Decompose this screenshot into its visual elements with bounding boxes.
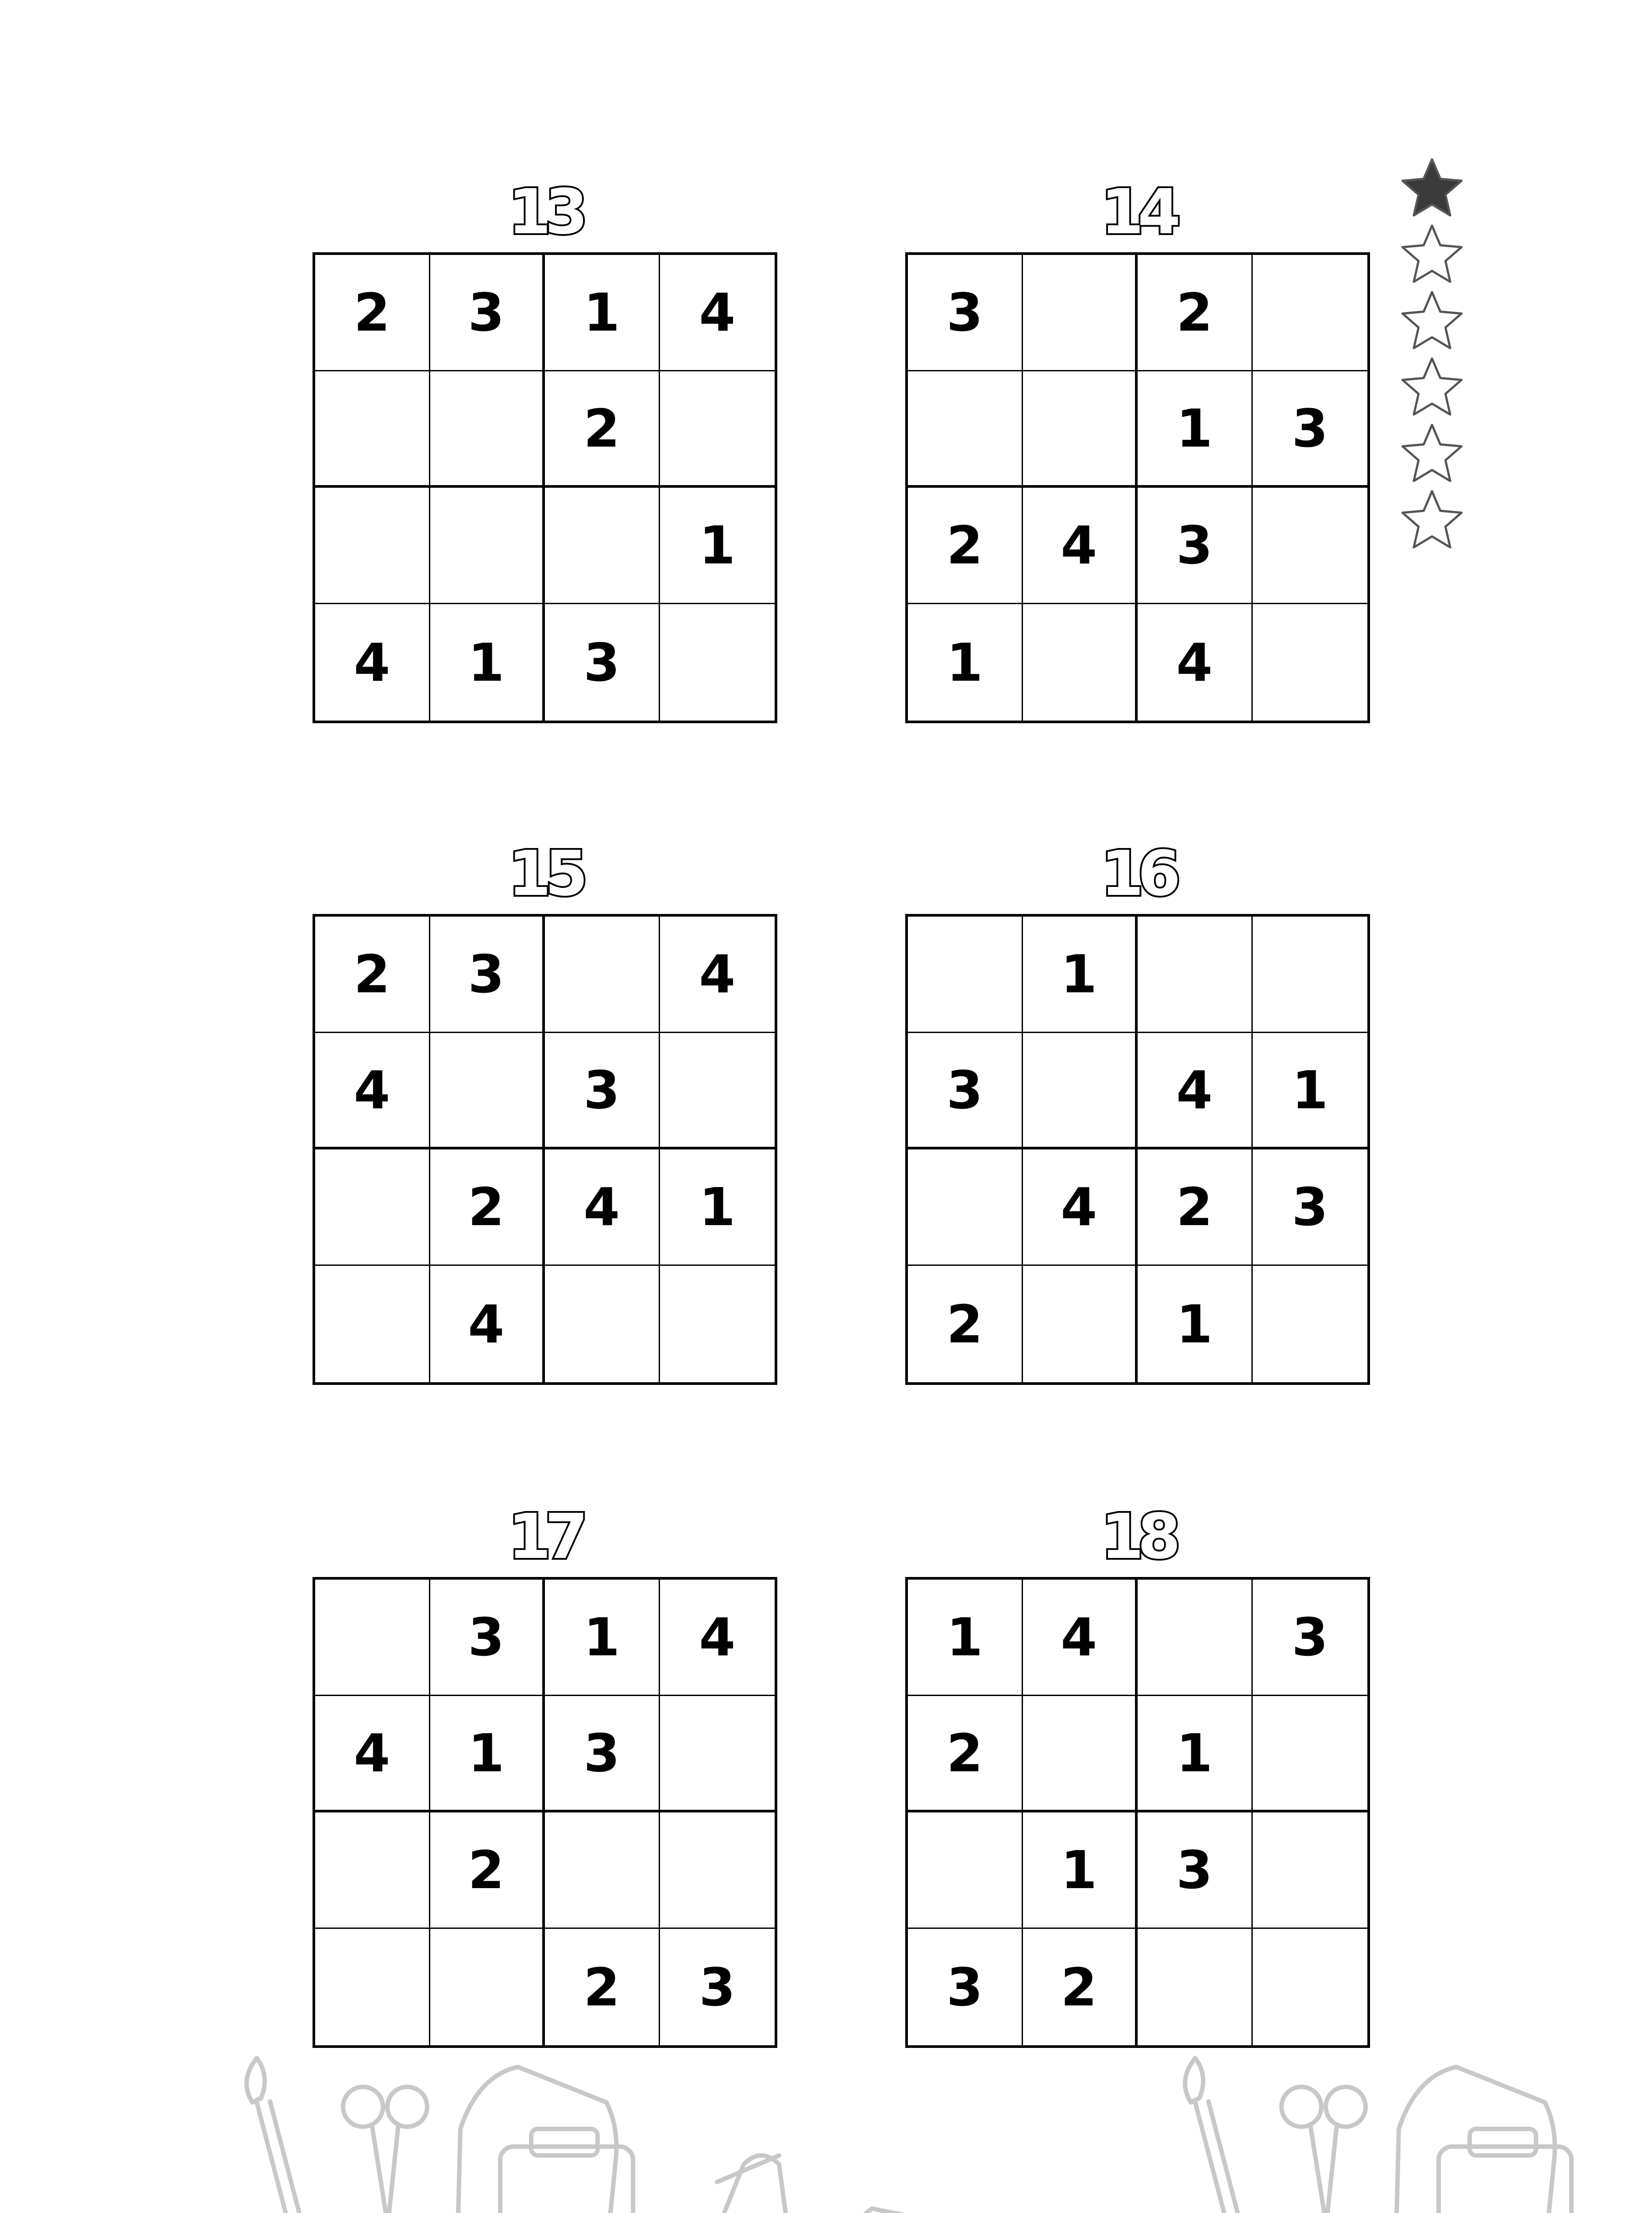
grid-cell: 2 bbox=[315, 255, 430, 371]
grid-cell: 4 bbox=[1138, 1033, 1253, 1149]
grid-cell bbox=[430, 488, 545, 604]
grid-cell: 1 bbox=[908, 604, 1023, 721]
grid-cell: 2 bbox=[1138, 255, 1253, 371]
grid-cell: 3 bbox=[908, 1929, 1023, 2045]
grid-cell: 3 bbox=[1253, 1149, 1368, 1266]
grid-cell bbox=[908, 917, 1023, 1033]
grid-cell: 2 bbox=[315, 917, 430, 1033]
grid-cell: 3 bbox=[545, 1696, 660, 1812]
grid-cell: 3 bbox=[908, 255, 1023, 371]
grid-cell bbox=[315, 1812, 430, 1929]
grid-cell bbox=[1023, 604, 1138, 721]
grid-cell: 1 bbox=[545, 1580, 660, 1696]
grid-cell bbox=[1253, 255, 1368, 371]
grid-cell: 3 bbox=[430, 1580, 545, 1696]
grid-cell: 4 bbox=[660, 917, 775, 1033]
grid-cell bbox=[1138, 917, 1253, 1033]
empty-star-icon bbox=[1402, 226, 1461, 282]
puzzle-number: 13 bbox=[508, 176, 582, 248]
grid-cell: 3 bbox=[430, 255, 545, 371]
grid-cell: 2 bbox=[1023, 1929, 1138, 2045]
sudoku-grid bbox=[313, 252, 777, 723]
grid-cell: 1 bbox=[660, 488, 775, 604]
grid-cell: 3 bbox=[545, 604, 660, 721]
grid-cell bbox=[430, 371, 545, 488]
puzzle-number: 14 bbox=[1100, 176, 1175, 248]
grid-cell: 4 bbox=[1023, 1149, 1138, 1266]
grid-cell: 3 bbox=[1138, 1812, 1253, 1929]
grid-cell bbox=[315, 1149, 430, 1266]
grid-cell bbox=[545, 917, 660, 1033]
grid-cell bbox=[315, 1266, 430, 1382]
grid-cell: 1 bbox=[1023, 917, 1138, 1033]
grid-cell bbox=[660, 604, 775, 721]
grid-cell bbox=[1253, 488, 1368, 604]
grid-cell: 4 bbox=[1023, 1580, 1138, 1696]
sudoku-grid bbox=[313, 914, 777, 1385]
puzzle-number: 17 bbox=[508, 1501, 582, 1573]
grid-cell: 3 bbox=[545, 1033, 660, 1149]
grid-cell bbox=[660, 1033, 775, 1149]
grid-cell: 4 bbox=[1138, 604, 1253, 721]
puzzle-number: 15 bbox=[508, 838, 582, 910]
grid-cell bbox=[1023, 255, 1138, 371]
grid-cell: 4 bbox=[315, 604, 430, 721]
grid-cell: 1 bbox=[1138, 1266, 1253, 1382]
grid-cell bbox=[1253, 917, 1368, 1033]
grid-cell bbox=[315, 1580, 430, 1696]
grid-cell bbox=[660, 1266, 775, 1382]
filled-star-icon bbox=[1402, 159, 1461, 216]
grid-cell bbox=[1253, 1929, 1368, 2045]
grid-cell bbox=[1023, 1696, 1138, 1812]
grid-cell bbox=[1138, 1580, 1253, 1696]
empty-star-icon bbox=[1402, 292, 1461, 348]
grid-cell: 1 bbox=[1138, 371, 1253, 488]
grid-cell: 4 bbox=[1023, 488, 1138, 604]
grid-cell: 3 bbox=[1138, 488, 1253, 604]
grid-cell: 3 bbox=[1253, 371, 1368, 488]
grid-cell: 4 bbox=[660, 1580, 775, 1696]
sudoku-grid bbox=[905, 252, 1370, 723]
grid-cell: 2 bbox=[430, 1149, 545, 1266]
grid-cell: 4 bbox=[660, 255, 775, 371]
grid-cell: 1 bbox=[1253, 1033, 1368, 1149]
grid-cell bbox=[1023, 1266, 1138, 1382]
grid-cell: 1 bbox=[430, 604, 545, 721]
sudoku-grid bbox=[905, 1577, 1370, 2048]
grid-cell: 2 bbox=[908, 488, 1023, 604]
grid-cell bbox=[1253, 604, 1368, 721]
puzzle-number: 16 bbox=[1100, 838, 1175, 910]
grid-cell: 2 bbox=[908, 1266, 1023, 1382]
grid-cell: 1 bbox=[660, 1149, 775, 1266]
school-supplies-icon bbox=[62, 2049, 1589, 2213]
grid-cell bbox=[908, 1812, 1023, 1929]
empty-star-icon bbox=[1402, 359, 1461, 415]
school-supplies-decoration bbox=[62, 2049, 1589, 2213]
grid-cell bbox=[660, 1696, 775, 1812]
grid-cell bbox=[660, 1812, 775, 1929]
sudoku-grid bbox=[313, 1577, 777, 2048]
difficulty-rating bbox=[1399, 157, 1465, 555]
grid-cell bbox=[315, 1929, 430, 2045]
grid-cell: 1 bbox=[1023, 1812, 1138, 1929]
sudoku-grid bbox=[905, 914, 1370, 1385]
grid-cell bbox=[545, 1266, 660, 1382]
grid-cell: 3 bbox=[908, 1033, 1023, 1149]
grid-cell: 4 bbox=[315, 1033, 430, 1149]
grid-cell bbox=[1253, 1812, 1368, 1929]
grid-cell: 3 bbox=[430, 917, 545, 1033]
grid-cell: 1 bbox=[908, 1580, 1023, 1696]
grid-cell bbox=[1023, 371, 1138, 488]
grid-cell bbox=[908, 1149, 1023, 1266]
grid-cell: 4 bbox=[430, 1266, 545, 1382]
grid-cell: 2 bbox=[908, 1696, 1023, 1812]
grid-cell: 4 bbox=[315, 1696, 430, 1812]
grid-cell bbox=[545, 488, 660, 604]
grid-cell: 1 bbox=[545, 255, 660, 371]
puzzle-number: 18 bbox=[1100, 1501, 1175, 1573]
grid-cell bbox=[1023, 1033, 1138, 1149]
grid-cell: 2 bbox=[430, 1812, 545, 1929]
grid-cell: 2 bbox=[545, 371, 660, 488]
grid-cell bbox=[1253, 1696, 1368, 1812]
grid-cell bbox=[430, 1033, 545, 1149]
grid-cell bbox=[545, 1812, 660, 1929]
grid-cell: 1 bbox=[430, 1696, 545, 1812]
grid-cell: 2 bbox=[545, 1929, 660, 2045]
grid-cell bbox=[315, 371, 430, 488]
grid-cell bbox=[1138, 1929, 1253, 2045]
empty-star-icon bbox=[1402, 425, 1461, 481]
grid-cell bbox=[660, 371, 775, 488]
grid-cell bbox=[908, 371, 1023, 488]
grid-cell: 2 bbox=[1138, 1149, 1253, 1266]
empty-star-icon bbox=[1402, 491, 1461, 547]
grid-cell bbox=[430, 1929, 545, 2045]
grid-cell bbox=[1253, 1266, 1368, 1382]
grid-cell: 1 bbox=[1138, 1696, 1253, 1812]
grid-cell: 3 bbox=[699, 1956, 736, 2018]
grid-cell bbox=[315, 488, 430, 604]
grid-cell: 3 bbox=[1253, 1580, 1368, 1696]
difficulty-stars bbox=[1399, 157, 1465, 555]
grid-cell: 4 bbox=[545, 1149, 660, 1266]
